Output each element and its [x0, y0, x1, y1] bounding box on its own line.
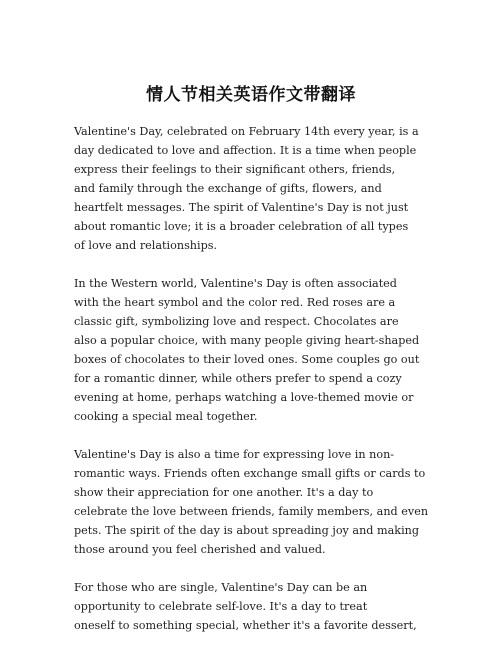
text-line: show their appreciation for one another. It's a day to	[74, 486, 374, 499]
text-line: with the heart symbol and the color red. Red roses are a	[74, 296, 396, 309]
text-line: and family through the exchange of gifts, flowers, and	[74, 182, 382, 195]
text-line: opportunity to celebrate self-love. It's a day to treat	[74, 600, 368, 613]
text-line: also a popular choice, with many people giving heart-shaped	[74, 334, 420, 347]
text-line: Valentine's Day is also a time for expressing love in non-	[74, 448, 395, 461]
paragraph-1	[74, 122, 434, 255]
text-line: for a romantic dinner, while others prefer to spend a cozy	[74, 372, 402, 385]
text-line: classic gift, symbolizing love and respect. Chocolates are	[74, 315, 399, 328]
text-line: boxes of chocolates to their loved ones. Some couples go out	[74, 353, 420, 366]
text-line: In the Western world, Valentine's Day is often associated	[74, 277, 397, 290]
text-line: day dedicated to love and affection. It is a time when people	[74, 144, 417, 157]
text-line: pets. The spirit of the day is about spreading joy and making	[74, 524, 420, 537]
text-line: oneself to something special, whether it's a favorite dessert,	[74, 619, 417, 632]
document-body	[74, 122, 434, 654]
paragraph-4	[74, 578, 434, 635]
document-title: 情人节相关英语作文带翻译	[146, 85, 356, 105]
text-line: heartfelt messages. The spirit of Valentine's Day is not just	[74, 201, 409, 214]
text-line: cooking a special meal together.	[74, 410, 258, 423]
text-line: celebrate the love between friends, family members, and even	[74, 505, 429, 518]
text-line: about romantic love; it is a broader celebration of all types	[74, 220, 409, 233]
text-line: express their feelings to their significant others, friends,	[74, 163, 396, 176]
paragraph-2	[74, 274, 434, 426]
text-line: of love and relationships.	[74, 239, 218, 252]
text-line: those around you feel cherished and valued.	[74, 543, 326, 556]
text-line: For those who are single, Valentine's Day can be an	[74, 581, 368, 594]
text-line: Valentine's Day, celebrated on February 14th every year, is a	[74, 125, 419, 138]
paragraph-3	[74, 445, 434, 559]
text-line: romantic ways. Friends often exchange small gifts or cards to	[74, 467, 426, 480]
text-line: evening at home, perhaps watching a love-themed movie or	[74, 391, 414, 404]
